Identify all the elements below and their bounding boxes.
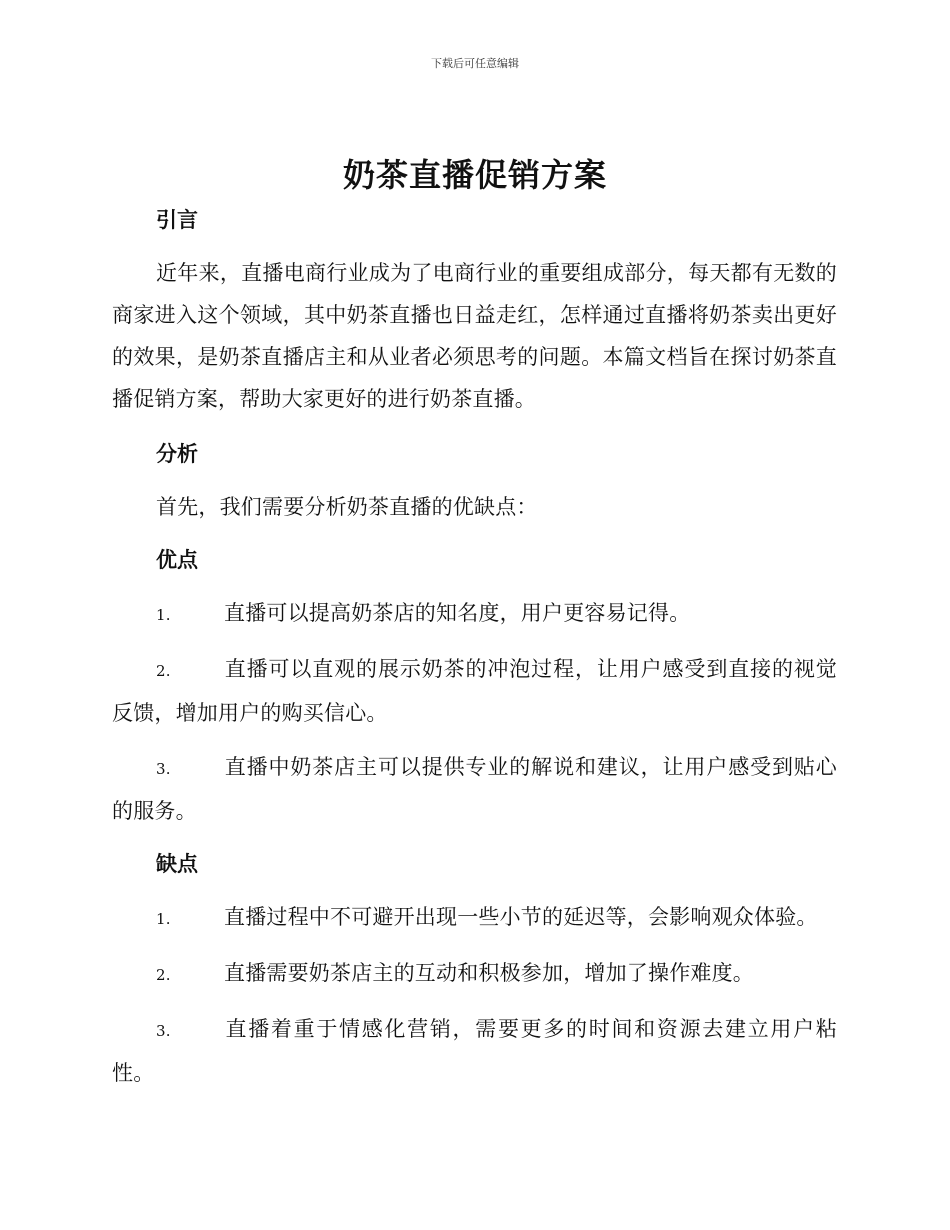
- cons-item-1: [112, 896, 837, 940]
- document-title: 奶茶直播促销方案: [342, 156, 607, 194]
- list-text: 直播可以提高奶茶店的知名度，用户更容易记得。: [224, 601, 691, 625]
- section-heading-pros: 优点: [156, 548, 198, 572]
- analysis-paragraph: 首先，我们需要分析奶茶直播的优缺点：: [156, 495, 538, 519]
- section-heading-intro: 引言: [156, 208, 198, 232]
- list-number: 1.: [156, 606, 171, 624]
- header-note: 下载后可任意编辑: [431, 57, 519, 70]
- list-number: 2.: [156, 966, 171, 984]
- list-number: 3.: [156, 760, 171, 778]
- cons-item-3: [112, 1008, 837, 1094]
- list-text: 直播需要奶茶店主的互动和积极参加，增加了操作难度。: [224, 961, 754, 985]
- pros-item-3: [112, 746, 837, 832]
- pros-item-2: [112, 648, 837, 734]
- section-heading-analysis: 分析: [156, 442, 198, 466]
- list-number: 3.: [156, 1022, 171, 1040]
- section-heading-cons: 缺点: [156, 852, 198, 876]
- list-number: 1.: [156, 910, 171, 928]
- list-text: 直播着重于情感化营销，需要更多的时间和资源去建立用户粘性。: [112, 1017, 837, 1085]
- pros-item-1: [112, 592, 837, 636]
- list-text: 直播过程中不可避开出现一些小节的延迟等，会影响观众体验。: [224, 905, 818, 929]
- list-text: 直播可以直观的展示奶茶的冲泡过程，让用户感受到直接的视觉反馈，增加用户的购买信心。: [112, 657, 837, 725]
- document-body: [112, 200, 837, 1094]
- cons-item-2: [112, 952, 837, 996]
- list-text: 直播中奶茶店主可以提供专业的解说和建议，让用户感受到贴心的服务。: [112, 755, 837, 823]
- intro-paragraph: 近年来，直播电商行业成为了电商行业的重要组成部分，每天都有无数的商家进入这个领域，其中奶茶直播也日益走红，怎样通过直播将奶茶卖出更好的效果，是奶茶直播店主和从业者必须思考的问题。本篇文档旨在探讨奶茶直播促销方案，帮助大家更好的进行奶茶直播。: [112, 261, 837, 411]
- list-number: 2.: [156, 662, 171, 680]
